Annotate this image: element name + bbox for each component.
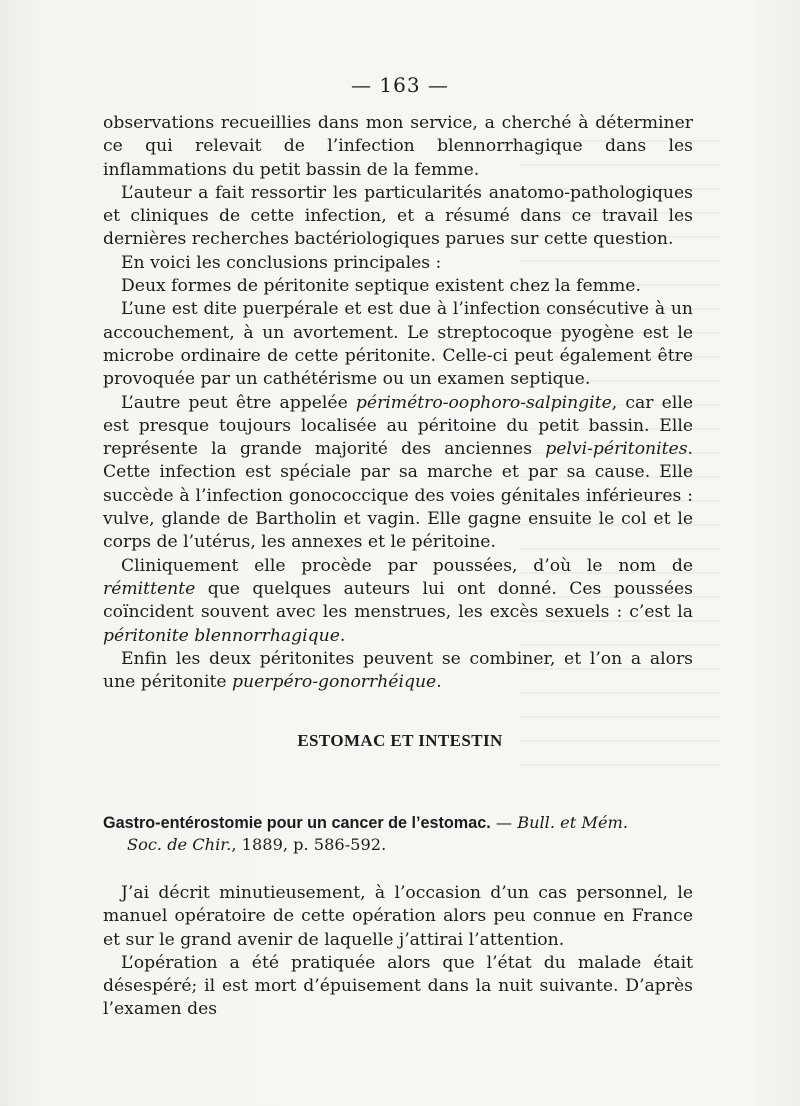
- paragraph: [103, 882, 693, 952]
- article-title: Gastro-entérostomie pour un cancer de l’estomac.: [103, 814, 491, 832]
- text-run: que quelques auteurs lui ont donné. Ces poussées coïncident souvent avec les menstrues, les excès sexuels : c’est la: [103, 578, 693, 623]
- citation: , 1889, p. 586-592.: [231, 835, 387, 854]
- text-run: L’auteur a fait ressortir les particularités anatomo-pathologiques et cliniques de cette infection, et a résumé dans ce travail les dernières recherches bactériologiques parues sur cette question.: [103, 182, 693, 250]
- page-number: — 163 —: [351, 73, 449, 97]
- section-heading: ESTOMAC ET INTESTIN: [297, 731, 503, 750]
- paragraph: [103, 298, 693, 391]
- text-run: Deux formes de péritonite septique existent chez la femme.: [121, 276, 641, 297]
- text-run: L’autre peut être appelée: [121, 392, 356, 413]
- text-run: En voici les conclusions principales :: [121, 252, 442, 273]
- journal-name-cont: Soc. de Chir.: [127, 835, 232, 854]
- text-run: observations recueillies dans mon service, a cherché à déterminer ce qui relevait de l’infection blennorrhagique dans les inflammations du petit bassin de la femme.: [103, 113, 693, 180]
- text-run: L’une est dite puerpérale et est due à l’infection consécutive à un accouchement, à un avortement. Le streptocoque pyogène est le microbe ordinaire de cette péritonite. Celle-ci peut également être provoquée par un cathétérisme ou un examen septique.: [103, 299, 693, 390]
- text-run: J’ai décrit minutieusement, à l’occasion d’un cas personnel, le manuel opératoire de cette opération alors peu connue en France et sur le grand avenir de laquelle j’attirai l’attention.: [103, 883, 693, 950]
- paragraph: [103, 275, 693, 298]
- italic-term: puerpéro-gonorrhéique: [232, 672, 437, 693]
- text-run: , car elle est presque toujours localisée au péritoine du petit bassin. Elle représente la grande majorité des anciennes: [103, 392, 693, 460]
- paragraph: [103, 252, 693, 275]
- paragraph: [103, 112, 693, 182]
- paragraph: [103, 182, 693, 252]
- text-run: L’opération a été pratiquée alors que l’état du malade était désespéré; il est mort d’épuisement dans la nuit suivante. D’après l’examen des: [103, 952, 693, 1020]
- bottom-text-block: [103, 882, 693, 1022]
- text-run: .: [339, 625, 346, 646]
- top-text-block: [103, 112, 693, 694]
- italic-term: périmétro-oophoro-salpingite: [355, 392, 612, 413]
- paragraph: [103, 648, 693, 695]
- text-run: Enfin les deux péritonites peuvent se combiner, et l’on a alors une péritonite: [103, 648, 693, 693]
- text-run: Cliniquement elle procède par poussées, d’où le nom de: [121, 555, 693, 576]
- italic-term: péritonite blennorrhagique: [103, 625, 340, 646]
- italic-term: pelvi-péritonites: [545, 439, 688, 460]
- paragraph: [103, 952, 693, 1022]
- article-heading: [103, 812, 703, 856]
- article-dash: —: [490, 813, 518, 832]
- journal-name: Bull. et Mém.: [517, 813, 629, 832]
- paragraph: [103, 555, 693, 648]
- text-run: . Cette infection est spéciale par sa marche et par sa cause. Elle succède à l’infection gonococcique des voies génitales inférieures : vulve, glande de Bartholin et vagin. Elle gagne ensuite le col et le corps de l’utérus, les annexes et le péritoine.: [103, 439, 693, 553]
- paragraph: [103, 392, 693, 555]
- text-run: .: [436, 672, 442, 693]
- italic-term: rémittente: [103, 578, 196, 599]
